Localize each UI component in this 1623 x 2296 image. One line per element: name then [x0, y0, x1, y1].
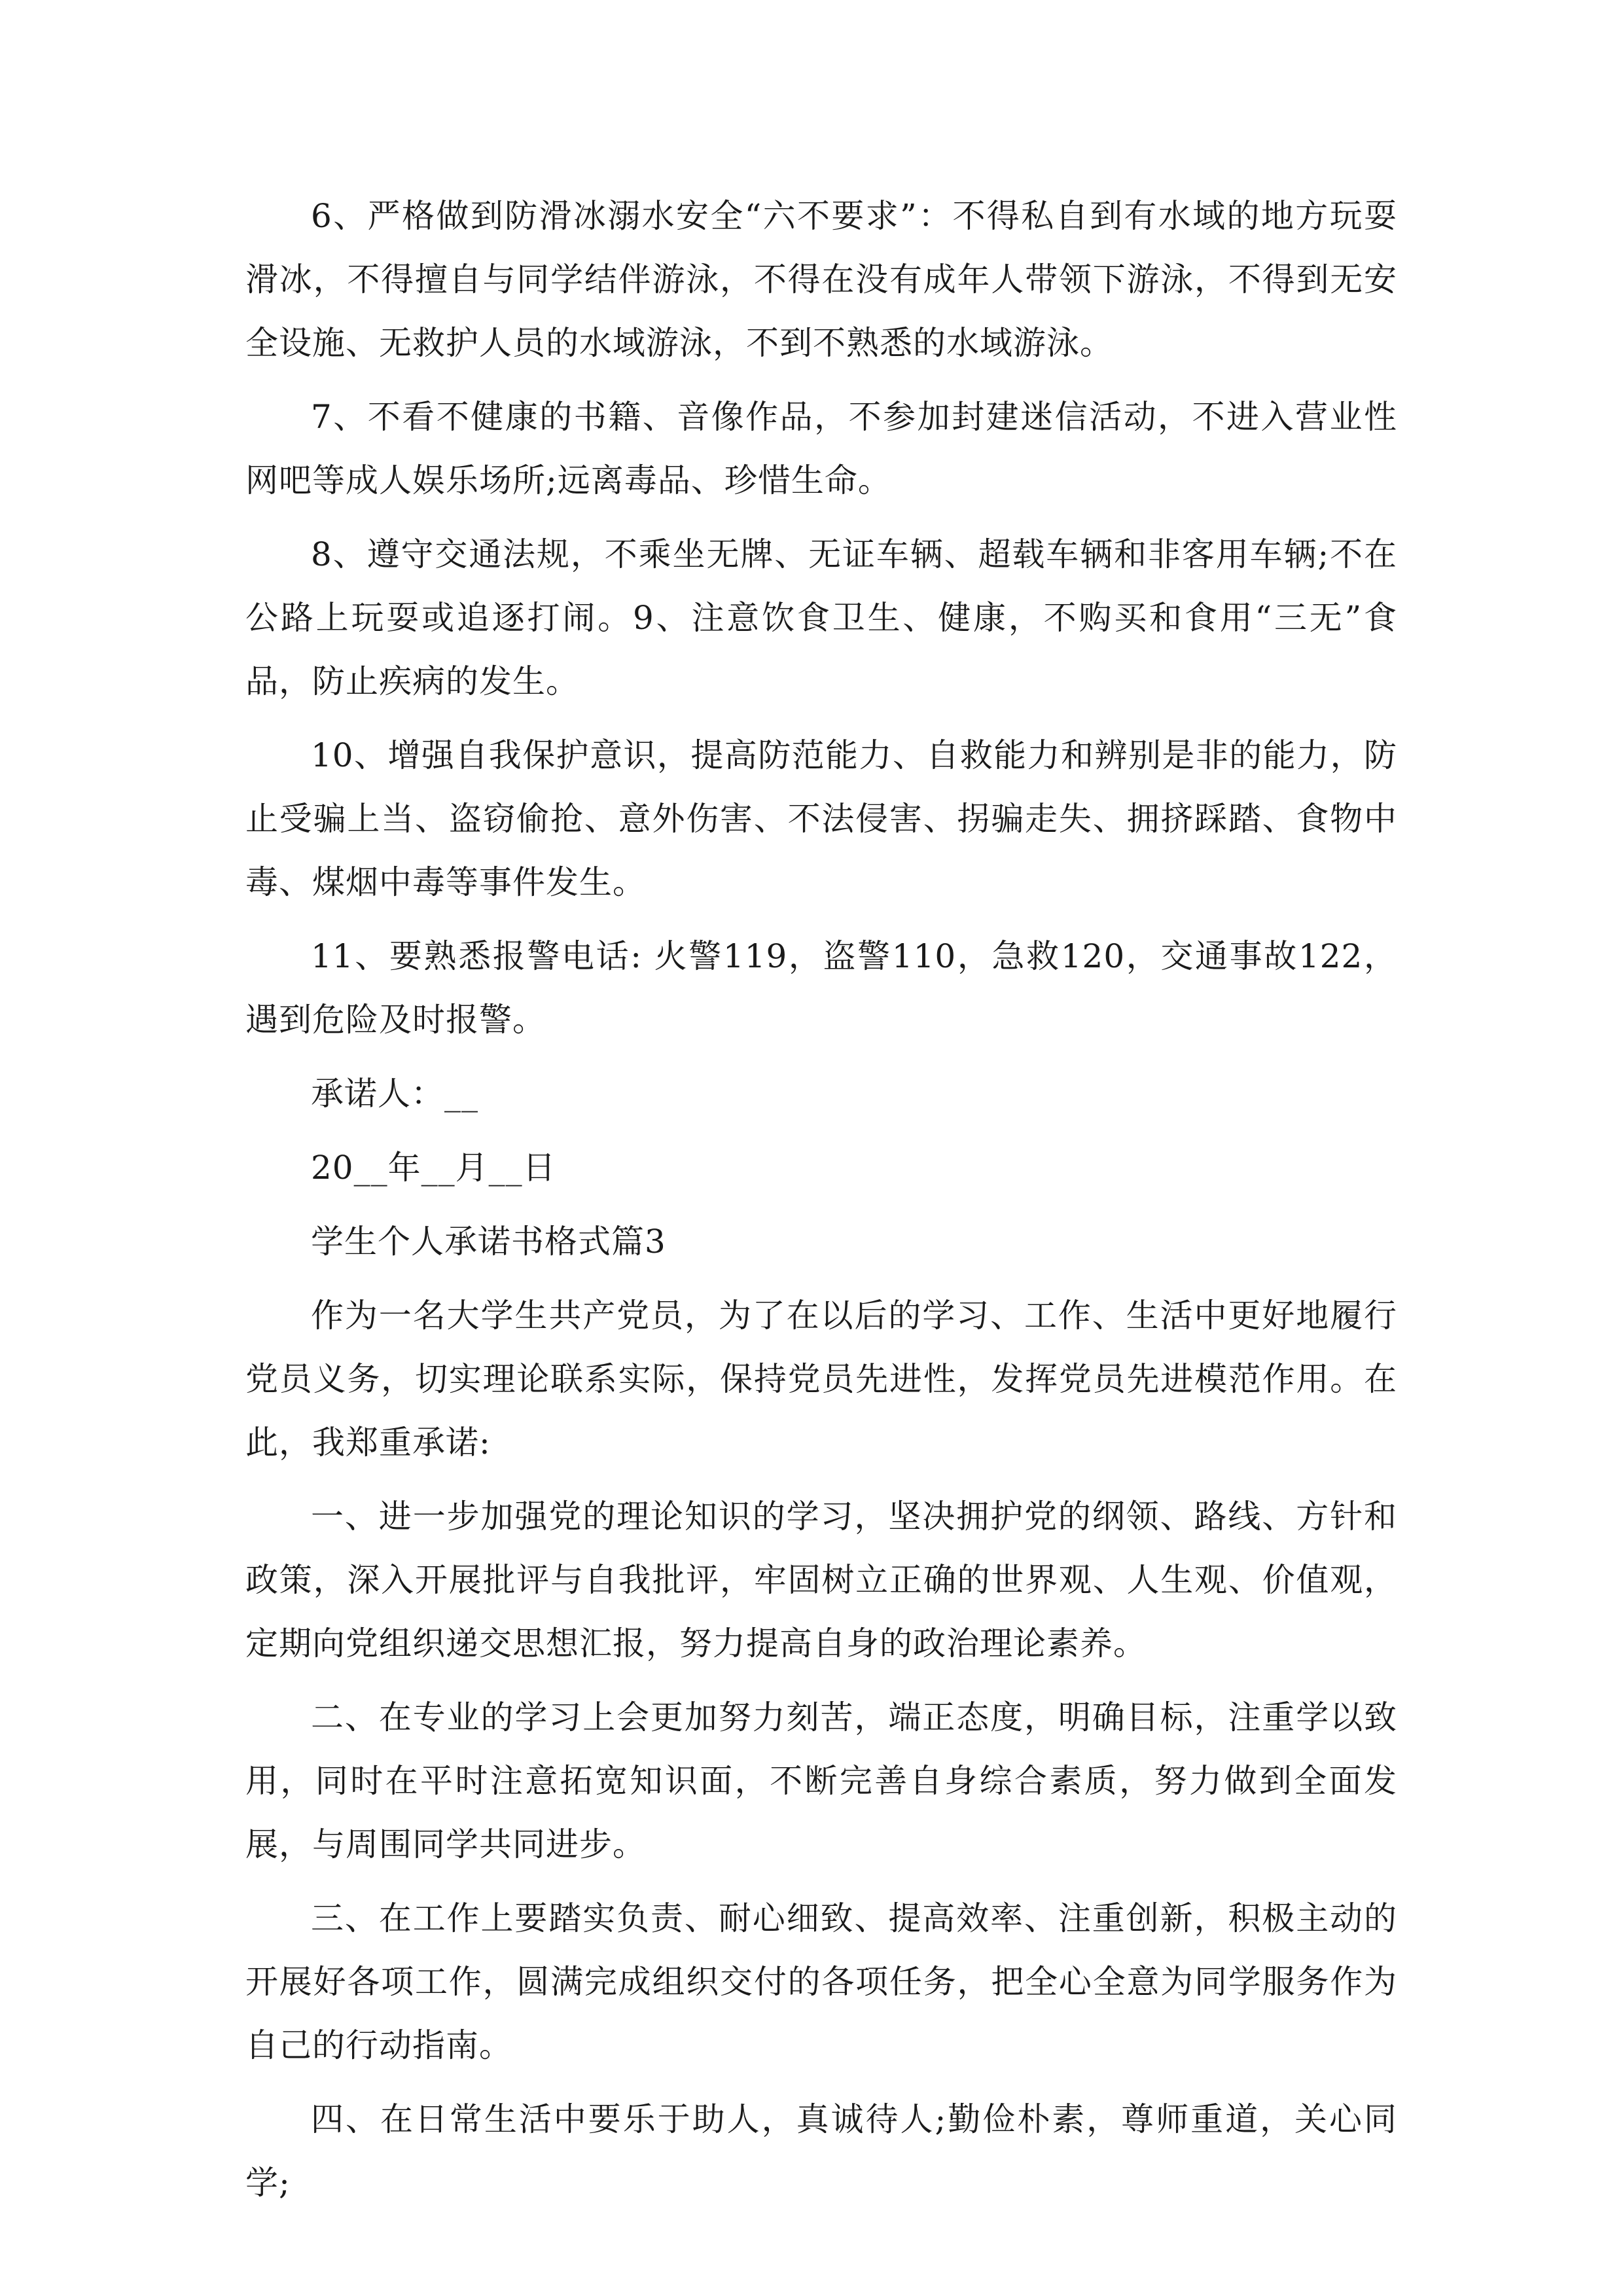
- pledge-paragraph-2: 二、在专业的学习上会更加努力刻苦，端正态度，明确目标，注重学以致用，同时在平时注意拓宽知识面，不断完善自身综合素质，努力做到全面发展，与周围同学共同进步。: [245, 1698, 1397, 1863]
- pledge-paragraph-4: 四、在日常生活中要乐于助人，真诚待人;勤俭朴素，尊师重道，关心同学;: [245, 2100, 1397, 2202]
- paragraph-item-8-9: 8、遵守交通法规，不乘坐无牌、无证车辆、超载车辆和非客用车辆;不在公路上玩耍或追逐打闹。9、注意饮食卫生、健康，不购买和食用“三无”食品，防止疾病的发生。: [245, 535, 1397, 700]
- paragraph-item-10: 10、增强自我保护意识，提高防范能力、自救能力和辨别是非的能力，防止受骗上当、盗窃偷抢、意外伤害、不法侵害、拐骗走失、拥挤踩踏、食物中毒、煤烟中毒等事件发生。: [245, 736, 1397, 901]
- paragraph-item-6: 6、严格做到防滑冰溺水安全“六不要求”：不得私自到有水域的地方玩耍滑冰，不得擅自与同学结伴游泳，不得在没有成年人带领下游泳，不得到无安全设施、无救护人员的水域游泳，不到不熟悉的水域游泳。: [245, 197, 1397, 362]
- section-title: 学生个人承诺书格式篇3: [311, 1223, 666, 1261]
- pledge-paragraph-1: 一、进一步加强党的理论知识的学习，坚决拥护党的纲领、路线、方针和政策，深入开展批评与自我批评，牢固树立正确的世界观、人生观、价值观，定期向党组织递交思想汇报，努力提高自身的政治理论素养。: [245, 1498, 1397, 1662]
- paragraph-item-7: 7、不看不健康的书籍、音像作品，不参加封建迷信活动，不进入营业性网吧等成人娱乐场所;远离毒品、珍惜生命。: [245, 398, 1397, 499]
- document-page: [245, 185, 1397, 2225]
- paragraph-item-11: 11、要熟悉报警电话: 火警119，盗警110，急救120，交通事故122，遇到危险及时报警。: [245, 937, 1397, 1039]
- date-line: 20__年__月__日: [311, 1149, 556, 1187]
- intro-paragraph: 作为一名大学生共产党员，为了在以后的学习、工作、生活中更好地履行党员义务，切实理论联系实际，保持党员先进性，发挥党员先进模范作用。在此，我郑重承诺:: [245, 1297, 1397, 1462]
- signer-line: 承诺人：__: [311, 1075, 478, 1113]
- pledge-paragraph-3: 三、在工作上要踏实负责、耐心细致、提高效率、注重创新，积极主动的开展好各项工作，圆满完成组织交付的各项任务，把全心全意为同学服务作为自己的行动指南。: [245, 1899, 1397, 2064]
